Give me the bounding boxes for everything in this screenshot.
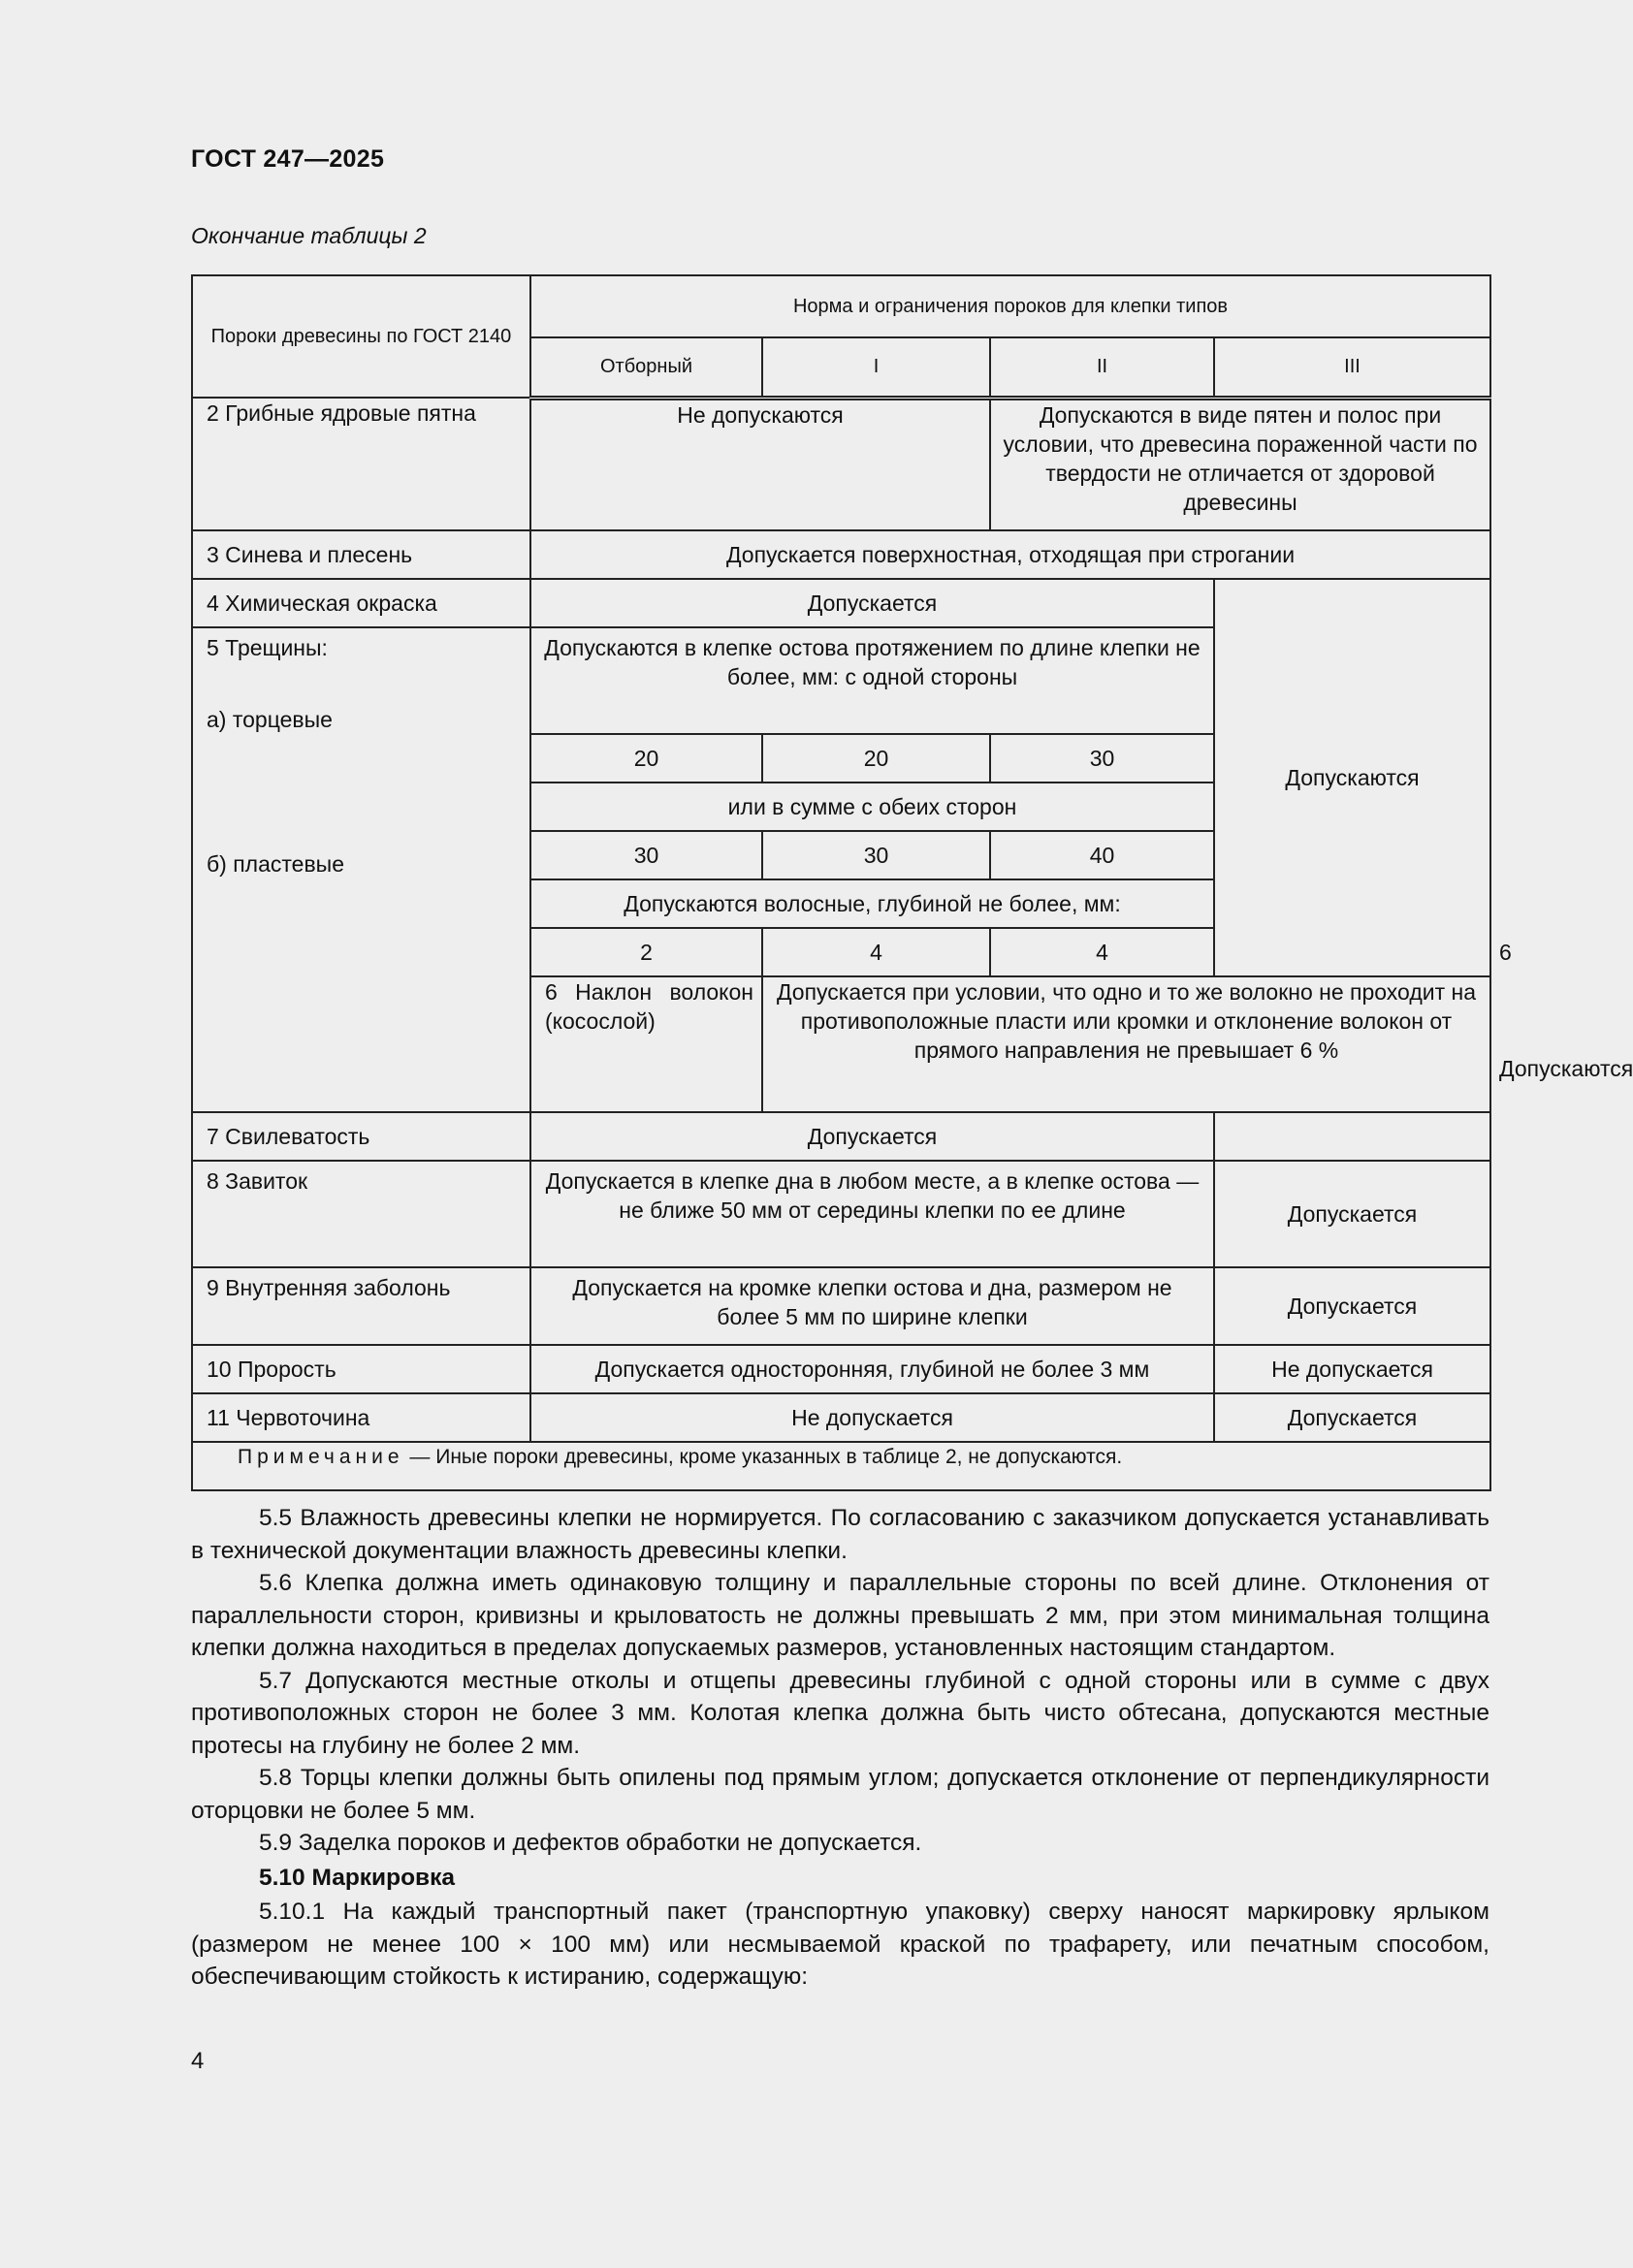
- defect-name: 5 Трещины:: [207, 635, 328, 660]
- norm-cell: Не допускаются: [530, 398, 990, 530]
- defect-name: 10 Прорость: [192, 1345, 530, 1393]
- paragraph: 5.7 Допускаются местные отколы и отщепы древесины глубиной с одной стороны или в сумме с двух противоположных сторон не более 3 мм. Колотая клепка должна быть чисто обтесана, допускаются местные протесы на глубину не более 2 мм.: [191, 1667, 1489, 1759]
- defect-sub-label: б) пластевые: [207, 851, 344, 877]
- value-cell: 20: [762, 734, 990, 783]
- value-cell: 40: [990, 831, 1214, 879]
- norm-cell: Допускается в клепке дна в любом месте, а в клепке остова — не ближе 50 мм от середины клепки по ее длине: [530, 1161, 1214, 1267]
- value-cell: 30: [990, 734, 1214, 783]
- value-cell: 4: [762, 928, 990, 976]
- norm-cell: Допускается при условии, что одно и то же волокно не проходит на противоположные пласти или кромки и отклонение волокон от прямого направления не превышает 6 %: [762, 976, 1490, 1112]
- body-text: [191, 1502, 1489, 1994]
- defect-name: 2 Грибные ядровые пятна: [192, 398, 530, 530]
- defect-name: 9 Внутренняя заболонь: [192, 1267, 530, 1345]
- defect-name: 3 Синева и плесень: [192, 530, 530, 579]
- norm-cell: Допускается поверхностная, отходящая при строгании: [530, 530, 1490, 579]
- norm-cell: Допускается на кромке клепки остова и дна, размером не более 5 мм по ширине клепки: [530, 1267, 1214, 1345]
- defect-name: 8 Завиток: [192, 1161, 530, 1267]
- norm-cell-type-iii: Допускается: [1214, 1161, 1490, 1267]
- paragraph: 5.9 Заделка пороков и дефектов обработки не допускается.: [259, 1830, 922, 1856]
- norm-cell: Допускается односторонняя, глубиной не более 3 мм: [530, 1345, 1214, 1393]
- table-note: [192, 1442, 1490, 1490]
- norm-cell-type-iii: Допускается: [1214, 1393, 1490, 1442]
- norm-cell: Допускается: [530, 1112, 1214, 1161]
- defect-name: 6 Наклон волокон (косослой): [530, 976, 762, 1112]
- section-heading: 5.10 Маркировка: [259, 1864, 455, 1891]
- paragraph: 5.8 Торцы клепки должны быть опилены под прямым углом; допускается отклонение от перпендикулярности оторцовки не более 5 мм.: [191, 1765, 1489, 1824]
- defect-name-cracks: [192, 627, 530, 1112]
- value-cell: 30: [762, 831, 990, 879]
- defect-name: 11 Червоточина: [192, 1393, 530, 1442]
- table-caption: Окончание таблицы 2: [191, 223, 427, 248]
- defect-sub-label: а) торцевые: [207, 707, 333, 732]
- defect-name: 7 Свилеватость: [192, 1112, 530, 1161]
- value-cell: 2: [530, 928, 762, 976]
- norm-cell: или в сумме с обеих сторон: [530, 783, 1214, 831]
- norm-cell: Допускаются в виде пятен и полос при условии, что древесина пораженной части по твердости не отличается от здоровой древесины: [990, 398, 1490, 530]
- norm-cell-type-iii: Не допускается: [1214, 1345, 1490, 1393]
- defects-table: Пороки древесины по ГОСТ 2140 Норма и ограничения пороков для клепки типов Отборный I II III 2 Грибные ядровые пятна Не допускаются Допускаются в виде пятен и полос при условии, что древесина пораженной части по твердости не отличается от здоровой древесины 3 Синева и плесень Допускается поверхностная, отходящая при строгании 4 Химическая окраска Допускается Допускаются 5 Трещины: а) торцевые б) пластевые Допускаются в клепке остова протяжением по длине клепки не более, мм: с одной стороны 20 20 30 или в сумме с обеих сторон 30 30 40 Допускаются волосные, глубиной не более, мм: 2 4 4 6 6 Наклон волокон (косослой) Допускается при условии, что одно и то же волокно не проходит на противоположные пласти или кромки и отклонение волокон от прямого направления не превышает 6 % Допускаются 7 Свилеватость Допускается 8 Завиток Допускается в клепке дна в любом месте, а в клепке остова — не ближе 50 мм от середины клепки по ее длине Допускается 9 Внутренняя заболонь Допускается на кромке клепки остова и дна, размером не более 5 мм по ширине клепки Допускается 10 Прорость Допускается односторонняя, глубиной не более 3 мм Не допускается 11 Червоточина Не допускается Допускается Примечание — Иные пороки древесины, кроме указанных в таблице 2, не допускаются.: [191, 274, 1491, 1491]
- col-header-defects: Пороки древесины по ГОСТ 2140: [192, 275, 530, 398]
- paragraph: 5.10.1 На каждый транспортный пакет (транспортную упаковку) сверху наносят маркировку ярлыком (размером не менее 100 × 100 мм) или несмываемой краской по трафарету, или печатным способом, обеспечивающим стойкость к истиранию, содержащую:: [191, 1899, 1489, 1990]
- type-header: I: [762, 337, 990, 398]
- norm-cell-type-iii: Допускаются: [1214, 579, 1490, 976]
- norm-cell: Допускаются волосные, глубиной не более, мм:: [530, 879, 1214, 928]
- note-text: — Иные пороки древесины, кроме указанных в таблице 2, не допускаются.: [403, 1446, 1123, 1468]
- defect-name: 4 Химическая окраска: [192, 579, 530, 627]
- norm-cell: Не допускается: [530, 1393, 1214, 1442]
- type-header: II: [990, 337, 1214, 398]
- document-id: ГОСТ 247—2025: [191, 145, 385, 173]
- value-cell: 20: [530, 734, 762, 783]
- value-cell: 30: [530, 831, 762, 879]
- type-header: III: [1214, 337, 1490, 398]
- note-label: Примечание: [238, 1446, 404, 1468]
- value-cell: 4: [990, 928, 1214, 976]
- paragraph: 5.5 Влажность древесины клепки не нормируется. По согласованию с заказчиком допускается устанавливать в технической документации влажность древесины клепки.: [191, 1505, 1489, 1564]
- norm-cell: Допускается: [530, 579, 1214, 627]
- paragraph: 5.6 Клепка должна иметь одинаковую толщину и параллельные стороны по всей длине. Отклонения от параллельности сторон, кривизны и крыловатость не должны превышать 2 мм, при этом минимальная толщина клепки должна находиться в пределах допускаемых размеров, установленных настоящим стандартом.: [191, 1570, 1489, 1661]
- col-header-norm: Норма и ограничения пороков для клепки типов: [530, 275, 1490, 337]
- norm-cell-type-iii: Допускается: [1214, 1267, 1490, 1345]
- type-header: Отборный: [530, 337, 762, 398]
- norm-cell: Допускаются в клепке остова протяжением по длине клепки не более, мм: с одной стороны: [530, 627, 1214, 734]
- page-number: 4: [191, 2048, 205, 2074]
